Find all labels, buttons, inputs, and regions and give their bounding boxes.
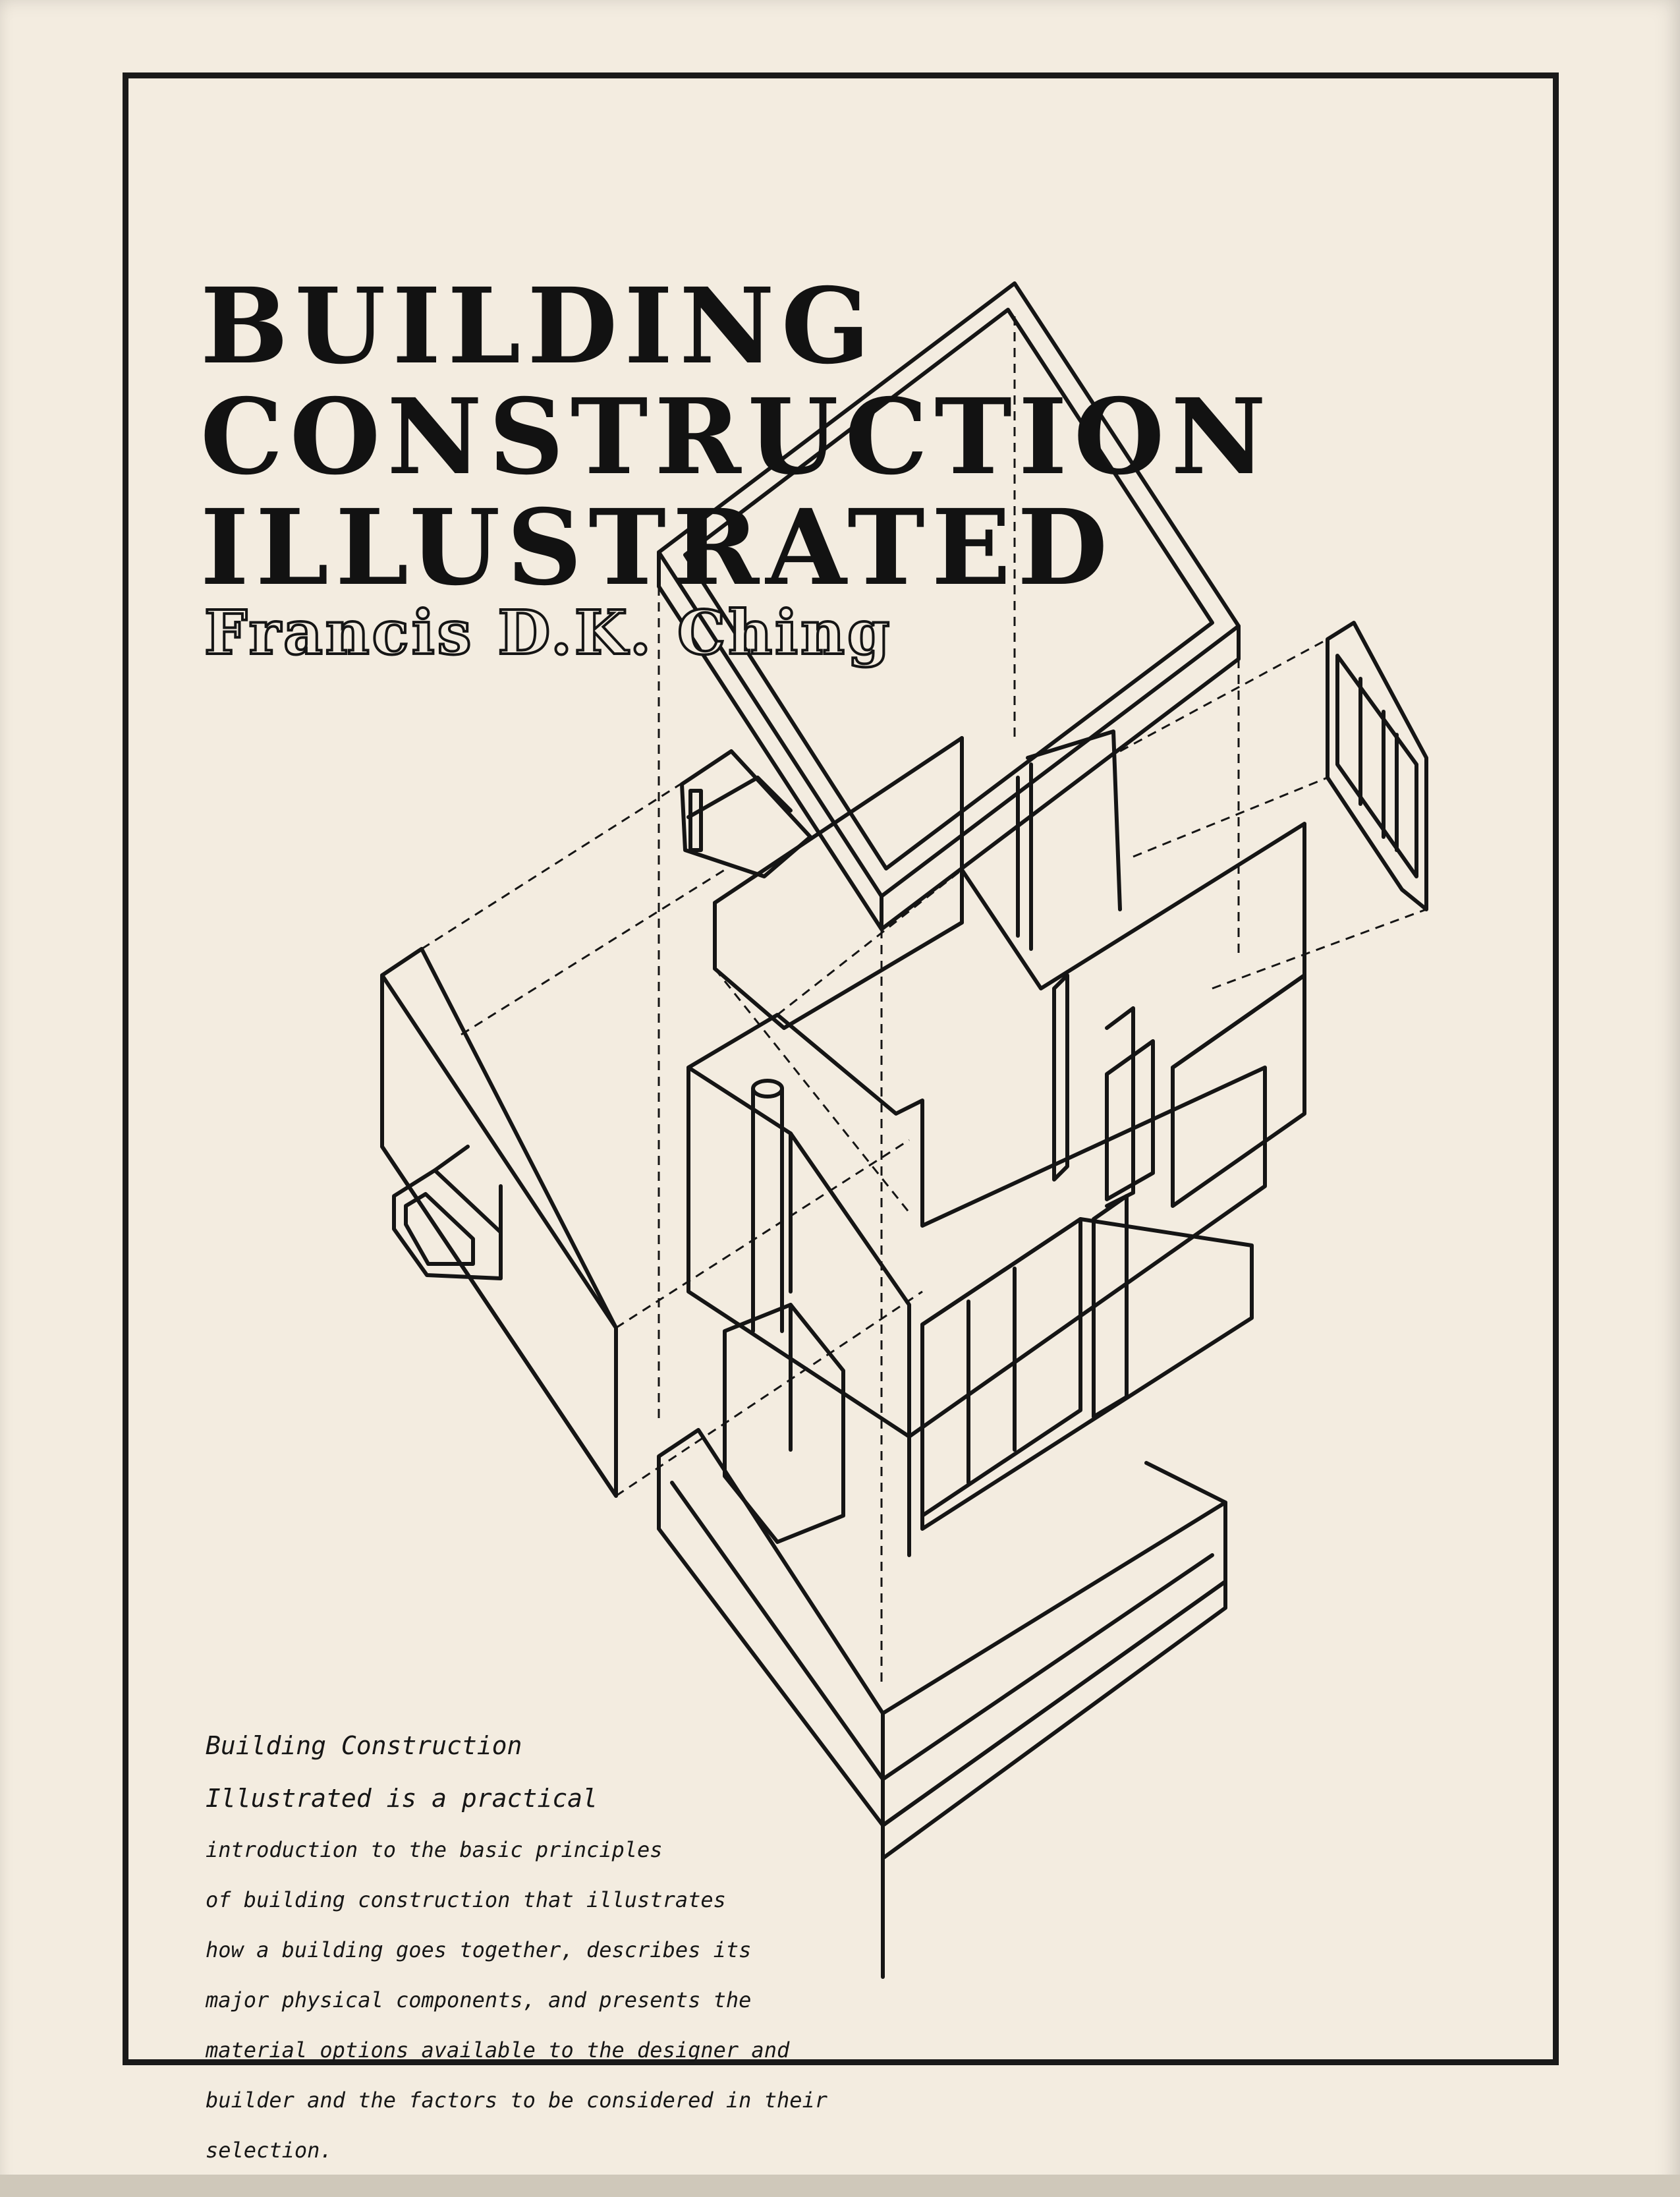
blurb-line: major physical components, and presents the [206,1987,752,2012]
chimney-flue [725,1081,843,1542]
book-title [200,266,1273,609]
title-line-1: BUILDING [200,266,877,387]
left-wall-panel [382,949,616,1496]
right-wall-panel [1328,623,1426,909]
title-line-3: ILLUSTRATED [200,487,1115,609]
author-name: Francis D.K. Ching [204,597,893,668]
title-line-2: CONSTRUCTION [200,376,1273,498]
blurb-line: Illustrated is a practical [206,1784,598,1813]
background-edge [0,2175,1680,2197]
blurb-line: how a building goes together, describes its [206,1937,752,1962]
blurb-line: selection. [206,2138,333,2163]
cover-blurb [206,1707,983,2188]
blurb-line: material options available to the designer and [206,2038,790,2063]
blurb-line: Building Construction [206,1731,522,1760]
blurb-line: of building construction that illustrates [206,1887,726,1912]
blurb-line: introduction to the basic principles [206,1837,663,1862]
blurb-line: builder and the factors to be considered in their [206,2088,828,2113]
